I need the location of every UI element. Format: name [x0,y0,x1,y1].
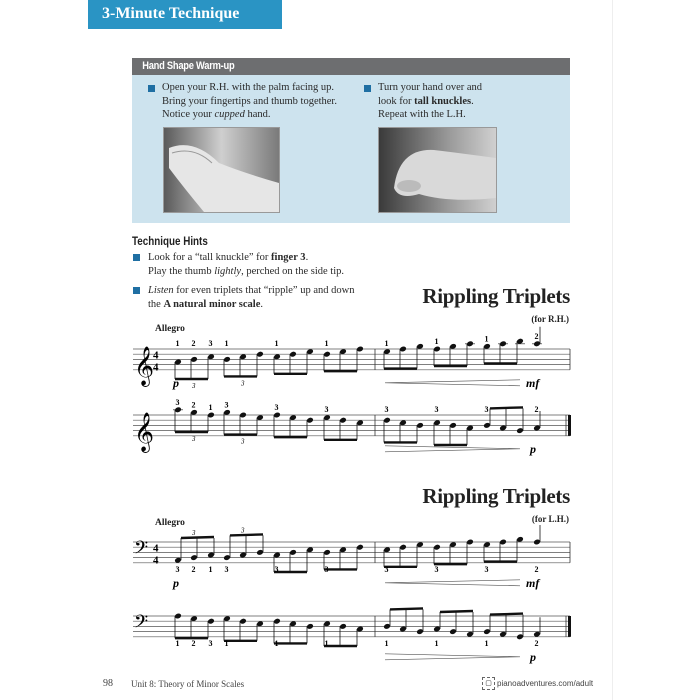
treble-clef-icon: 𝄞 [134,411,155,452]
tempo-marking: Allegro [155,324,185,334]
decrescendo-hairpin [385,654,520,660]
fingering-number: 2 [191,564,196,574]
t: tall knuckles [414,95,472,107]
t: Play the thumb [148,265,215,277]
triplet-marking: 3 [241,437,245,446]
crescendo-hairpin [385,580,520,586]
time-signature: 4 [153,361,159,374]
piece-title-rh: Rippling Triplets [422,284,570,308]
triplet-marking: 3 [241,379,245,388]
bass-clef-icon: 𝄢 [134,538,149,563]
fingering-number: 1 [324,339,329,348]
hints-title: Technique Hints [132,234,208,248]
website-logo-icon: ▢ [482,677,495,690]
piece-subtitle-lh: (for L.H.) [531,514,569,524]
fingering-number: 1 [384,339,389,348]
dynamic-marking: mf [526,375,540,390]
fingering-number: 1 [224,638,229,648]
fingering-number: 1 [324,638,329,648]
fingering-number: 1 [434,638,439,648]
fingering-number: 3 [274,564,279,574]
fingering-number: 1 [175,339,180,348]
fingering-number: 3 [224,400,229,410]
triplet-marking: 3 [241,526,245,535]
fingering-number: 2 [191,400,196,410]
t: . [471,95,474,107]
t: . [260,298,264,310]
final-bar-line [568,616,571,637]
dynamic-marking: p [530,649,536,664]
fingering-number: 2 [191,638,196,648]
beam [490,407,523,408]
website-link[interactable]: pianoadventures.com/adult [497,679,594,688]
warmup-title: Hand Shape Warm-up [142,60,235,72]
fingering-number: 3 [434,405,439,414]
t: look for [378,95,415,107]
beam [440,611,473,612]
final-bar-line [568,415,571,436]
fingering-number: 3 [324,564,329,574]
fingering-number: 1 [224,339,229,348]
fingering-number: 1 [484,638,489,648]
beam [181,537,214,538]
text-line: Bring your fingertips and thumb together. [162,95,337,107]
fingering-number: 3 [208,638,213,648]
t: cupped [214,109,245,120]
t: , perched on the side tip. [241,265,344,277]
fingering-number: 1 [208,564,213,574]
unit-title: Unit 8: Theory of Minor Scales [131,679,245,689]
fingering-number: 2 [534,331,539,341]
fingering-number: 2 [534,405,539,414]
t: the [148,298,164,310]
time-signature: 4 [153,554,159,567]
fingering-number: 3 [484,405,489,414]
text-line: Repeat with the L.H. [378,109,466,120]
beam [390,608,423,609]
t: Look for a “tall knuckle” for [148,252,272,263]
fingering-number: 3 [384,564,389,574]
dynamic-marking: p [173,375,179,390]
fingering-number: 3 [434,564,439,574]
fingering-number: 2 [534,638,539,648]
time-signature: 4 [153,542,159,555]
section-title: 3-Minute Technique [102,5,240,22]
decrescendo-hairpin [385,446,520,452]
t: A natural minor scale [163,298,261,310]
fingering-number: 1 [384,638,389,648]
fingering-number: 2 [534,564,539,574]
t: finger 3 [271,252,306,263]
triplet-marking: 3 [192,435,196,443]
treble-clef-icon: 𝄞 [134,345,155,386]
piece-subtitle-rh: (for R.H.) [531,314,569,324]
fingering-number: 3 [384,405,389,414]
fingering-number: 3 [208,339,213,348]
fingering-number: 3 [274,403,279,412]
beam [230,534,263,535]
bass-clef-icon: 𝄢 [134,612,149,637]
fingering-number: 1 [434,337,439,346]
t: . [305,252,309,263]
dynamic-marking: mf [526,575,540,590]
t: Notice your [162,109,215,120]
piece-title-lh: Rippling Triplets [422,484,570,508]
fingering-number: 3 [224,564,229,574]
tempo-marking: Allegro [155,518,185,528]
fingering-number: 2 [191,339,196,348]
triplet-marking: 3 [192,529,196,537]
page-number: 98 [103,678,113,689]
fingering-number: 3 [175,564,180,574]
fingering-number: 1 [175,638,180,648]
beam [490,614,523,615]
triplet-marking: 3 [192,382,196,390]
fingering-number: 1 [274,339,279,348]
dynamic-marking: p [530,441,536,456]
t: Listen [148,285,174,296]
t: for even triplets that “ripple” up and down [173,285,355,296]
text-line: Open your R.H. with the palm facing up. [162,82,335,93]
text-line: Turn your hand over and [378,82,483,93]
crescendo-hairpin [385,380,520,386]
fingering-number: 3 [324,405,329,414]
fingering-number: 1 [484,334,489,344]
fingering-number: 3 [175,397,180,407]
time-signature: 4 [153,349,159,362]
fingering-number: 1 [274,638,279,648]
fingering-number: 3 [484,564,489,574]
fingering-number: 1 [208,403,213,412]
t: lightly [214,265,242,277]
t: hand. [244,109,271,120]
dynamic-marking: p [173,575,179,590]
